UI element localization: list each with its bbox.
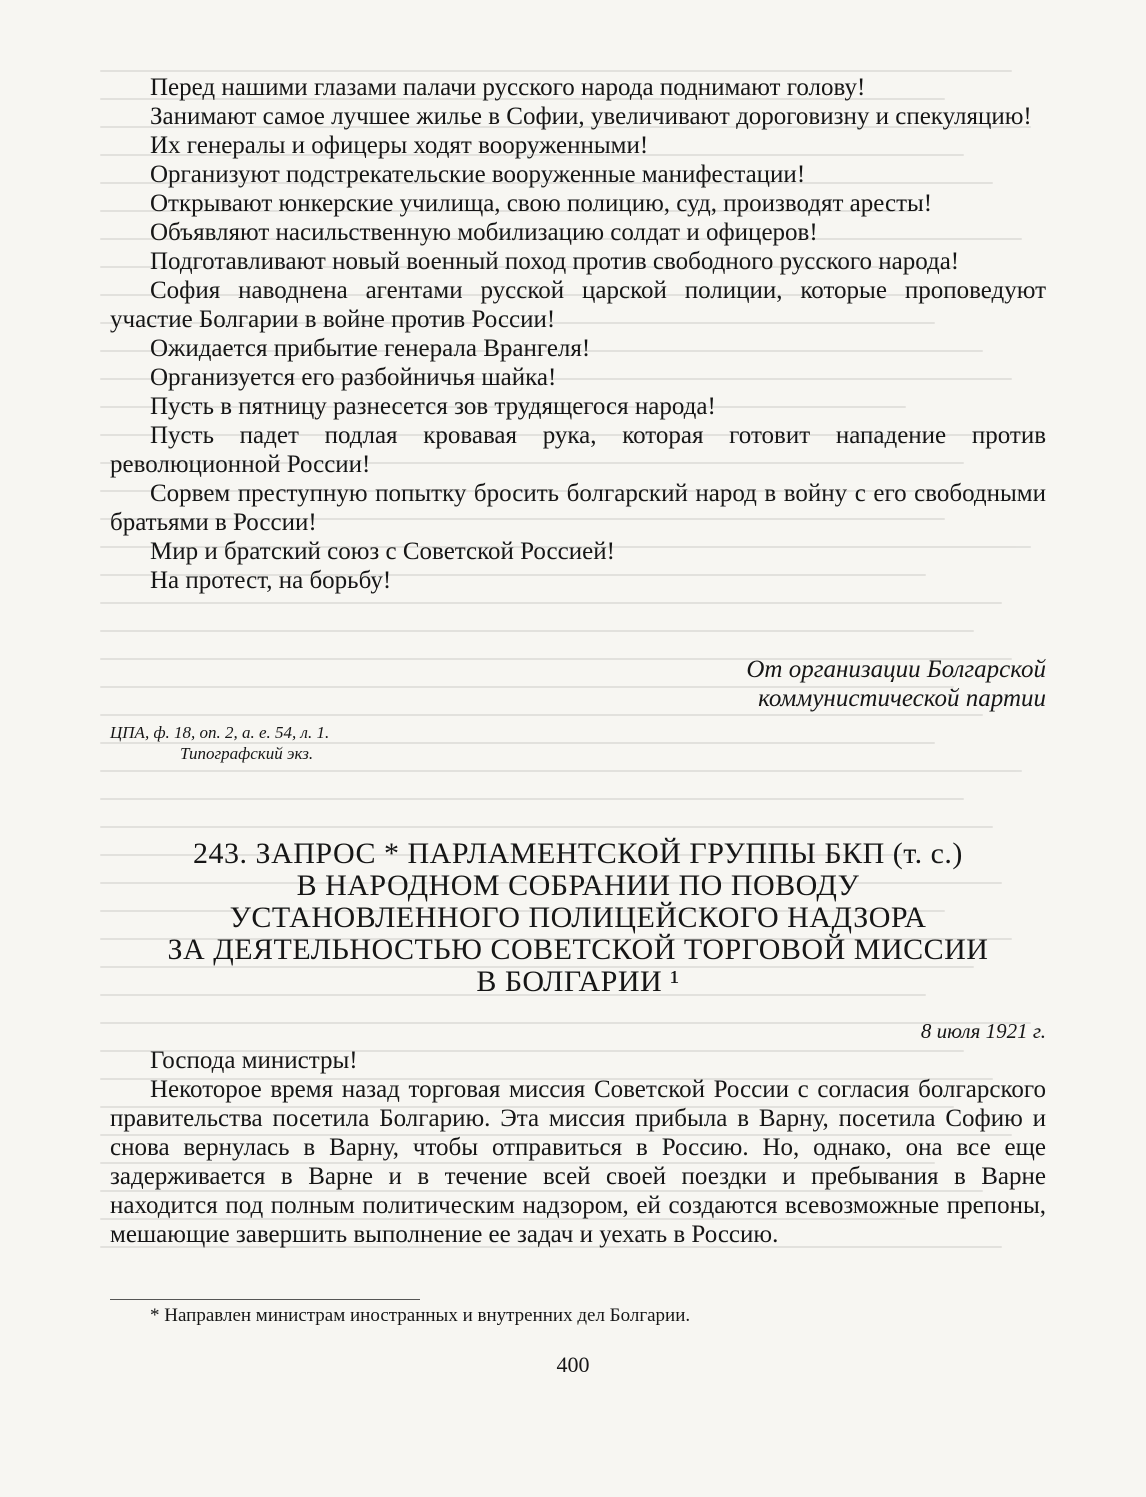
- signature-line: От организации Болгарской: [746, 656, 1046, 683]
- heading-line: В БОЛГАРИИ ¹: [476, 965, 680, 998]
- page-number: 400: [556, 1352, 590, 1377]
- heading-line: ЗА ДЕЯТЕЛЬНОСТЬЮ СОВЕТСКОЙ ТОРГОВОЙ МИССИИ: [167, 933, 989, 966]
- proclamation-paragraph: Открывают юнкерские училища, свою полицию, суд, производят аресты!: [150, 190, 933, 217]
- proclamation-paragraph: Организуется его разбойничья шайка!: [150, 364, 557, 391]
- proclamation-paragraph: Организуют подстрекательские вооруженные манифестации!: [150, 161, 806, 188]
- footnote: * Направлен министрам иностранных и внутренних дел Болгарии.: [150, 1305, 691, 1326]
- proclamation-paragraph: Подготавливают новый военный поход против свободного русского народа!: [150, 248, 960, 275]
- document-heading: [110, 838, 1046, 998]
- archive-reference: [110, 722, 329, 764]
- proclamation-paragraph: Объявляют насильственную мобилизацию солдат и офицеров!: [150, 219, 818, 246]
- proclamation-paragraph: Сорвем преступную попытку бросить болгарский народ в войну с его свободными братьями в России!: [110, 480, 1046, 536]
- proclamation-paragraph: На протест, на борьбу!: [150, 567, 392, 594]
- heading-line: 243. ЗАПРОС * ПАРЛАМЕНТСКОЙ ГРУППЫ БКП (т. с.): [193, 837, 963, 870]
- document-date: 8 июля 1921 г.: [920, 1019, 1046, 1043]
- proclamation-paragraph: Мир и братский союз с Советской Россией!: [150, 538, 615, 565]
- archive-ref: ЦПА, ф. 18, оп. 2, а. е. 54, л. 1.: [110, 723, 330, 742]
- archive-copy-type: Типографский экз.: [180, 744, 314, 763]
- proclamation-paragraph: Перед нашими глазами палачи русского народа поднимают голову!: [150, 74, 866, 101]
- signature-line: коммунистической партии: [758, 685, 1046, 712]
- footnote-divider: [110, 1299, 420, 1300]
- proclamation-paragraph: Пусть в пятницу разнесется зов трудящегося народа!: [150, 393, 716, 420]
- proclamation-paragraph: Их генералы и офицеры ходят вооруженными!: [150, 132, 649, 159]
- heading-line: В НАРОДНОМ СОБРАНИИ ПО ПОВОДУ: [296, 869, 860, 902]
- proclamation-paragraph: Занимают самое лучшее жилье в Софии, увеличивают дороговизну и спекуляцию!: [150, 103, 1032, 130]
- salutation: Господа министры!: [150, 1047, 358, 1074]
- proclamation-signature: [446, 655, 1046, 713]
- document-body: [110, 1046, 1046, 1249]
- proclamation-paragraph: Пусть падет подлая кровавая рука, которая готовит нападение против революционной России!: [110, 422, 1046, 478]
- heading-line: УСТАНОВЛЕННОГО ПОЛИЦЕЙСКОГО НАДЗОРА: [229, 901, 927, 934]
- body-paragraph: Некоторое время назад торговая миссия Советской России с согласия болгарского правительства посетила Болгарию. Эта миссия прибыла в Варну, посетила Софию и снова вернулась в Варну, чтобы отправиться в Россию. Но, однако, она все еще задерживается в Варне и в течение всей своей поездки и пребывания в Варне находится под полным политическим надзором, ей создаются всевозможные препоны, мешающие завершить выполнение ее задач и уехать в Россию.: [110, 1076, 1046, 1248]
- proclamation-paragraph: Ожидается прибытие генерала Врангеля!: [150, 335, 591, 362]
- proclamation-text: [110, 73, 1046, 595]
- proclamation-paragraph: София наводнена агентами русской царской полиции, которые проповедуют участие Болгарии в войне против России!: [110, 277, 1046, 333]
